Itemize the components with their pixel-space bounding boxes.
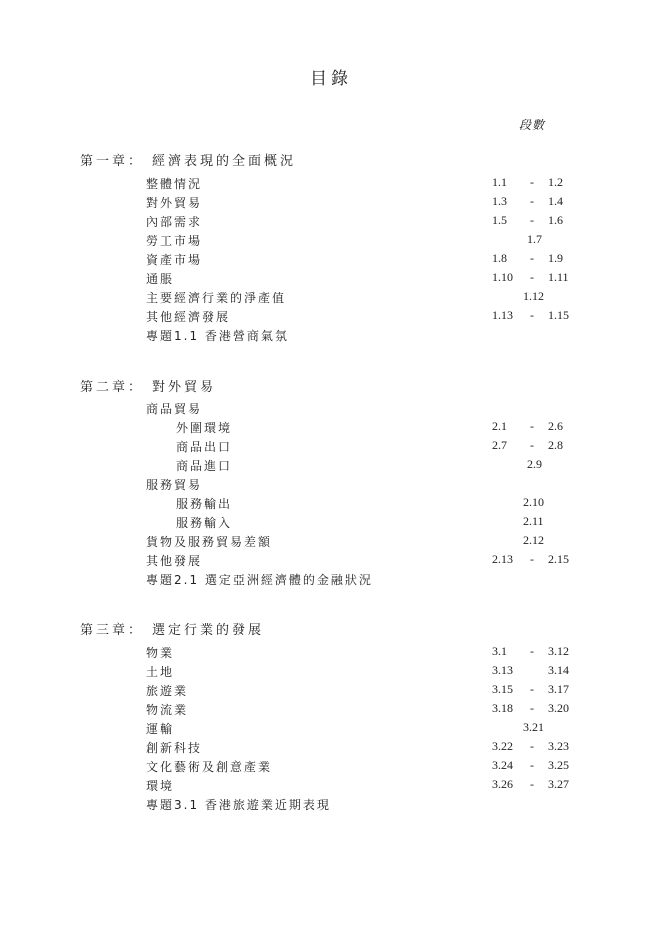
range-dash: - — [530, 419, 534, 433]
toc-entry-label: 服務輸出 — [176, 497, 233, 511]
paragraph-end: 3.23 — [548, 739, 569, 753]
paragraph-start: 2.7 — [492, 438, 507, 452]
toc-entry-label: 環境 — [146, 779, 175, 793]
toc-entry[interactable] — [0, 232, 662, 251]
paragraph-end: 3.17 — [548, 682, 569, 696]
paragraph-end: 2.8 — [548, 438, 563, 452]
range-dash: - — [530, 552, 534, 566]
paragraph-end: 3.20 — [548, 701, 569, 715]
paragraph-end: 1.9 — [548, 251, 563, 265]
paragraph-end: 1.15 — [548, 308, 569, 322]
range-dash: - — [530, 213, 534, 227]
paragraph-single: 2.12 — [523, 533, 544, 547]
paragraph-start: 2.13 — [492, 552, 513, 566]
toc-entry[interactable] — [0, 308, 662, 327]
paragraph-start: 3.24 — [492, 758, 513, 772]
range-dash: - — [530, 739, 534, 753]
toc-entry[interactable] — [0, 796, 662, 815]
paragraph-start: 1.5 — [492, 213, 507, 227]
toc-entry-label: 運輸 — [146, 722, 175, 736]
toc-entry-label: 其他經濟發展 — [146, 310, 231, 324]
toc-entry-label: 物流業 — [146, 703, 189, 717]
toc-entry-label: 貨物及服務貿易差額 — [146, 535, 273, 549]
paragraph-end: 1.2 — [548, 175, 563, 189]
range-dash: - — [530, 251, 534, 265]
chapter-title: 經濟表現的全面概況 — [152, 154, 297, 169]
toc-entry[interactable] — [0, 701, 662, 720]
toc-entry-label: 其他發展 — [146, 554, 203, 568]
toc-entry[interactable] — [0, 777, 662, 796]
toc-entry-label: 商品出口 — [176, 440, 233, 454]
toc-entry-label: 服務貿易 — [146, 478, 203, 492]
paragraph-end: 2.6 — [548, 419, 563, 433]
paragraph-start: 1.13 — [492, 308, 513, 322]
toc-entry-label: 商品貿易 — [146, 402, 203, 416]
toc-entry-label: 專題2.1 選定亞洲經濟體的金融狀況 — [146, 573, 373, 587]
paragraph-start: 3.15 — [492, 682, 513, 696]
chapter-heading — [80, 376, 216, 395]
paragraph-end: 1.4 — [548, 194, 563, 208]
range-dash: - — [530, 682, 534, 696]
toc-entry[interactable] — [0, 270, 662, 289]
paragraph-single: 3.21 — [523, 720, 544, 734]
toc-entry-label: 商品進口 — [176, 459, 233, 473]
paragraph-single: 2.10 — [523, 495, 544, 509]
paragraph-end: 1.11 — [548, 270, 569, 284]
paragraph-end: 3.12 — [548, 644, 569, 658]
paragraph-single: 2.9 — [527, 457, 542, 471]
range-dash: - — [530, 194, 534, 208]
toc-entry[interactable] — [0, 720, 662, 739]
toc-entry[interactable] — [0, 739, 662, 758]
paragraph-end: 3.27 — [548, 777, 569, 791]
paragraph-start: 3.26 — [492, 777, 513, 791]
chapter-title: 對外貿易 — [152, 380, 217, 395]
range-dash: - — [530, 644, 534, 658]
paragraph-start: 3.18 — [492, 701, 513, 715]
toc-entry-label: 勞工市場 — [146, 234, 203, 248]
toc-entry-label: 服務輸入 — [176, 516, 233, 530]
toc-entry[interactable] — [0, 175, 662, 194]
toc-entry[interactable] — [0, 438, 662, 457]
range-dash: - — [530, 175, 534, 189]
toc-entry-label: 資產市場 — [146, 253, 203, 267]
paragraph-end: 2.15 — [548, 552, 569, 566]
range-dash: - — [530, 308, 534, 322]
toc-entry[interactable] — [0, 644, 662, 663]
toc-entry-label: 整體情況 — [146, 177, 203, 191]
toc-entry-label: 專題1.1 香港營商氣氛 — [146, 329, 289, 343]
toc-entry[interactable] — [0, 495, 662, 514]
paragraph-start: 1.8 — [492, 251, 507, 265]
paragraph-start: 2.1 — [492, 419, 507, 433]
chapter-label: 第一章： — [80, 154, 145, 169]
toc-entry[interactable] — [0, 327, 662, 346]
toc-entry-label: 物業 — [146, 646, 175, 660]
toc-entry-label: 創新科技 — [146, 741, 203, 755]
paragraph-end: 3.25 — [548, 758, 569, 772]
range-dash: - — [530, 758, 534, 772]
chapter-heading — [80, 150, 296, 169]
paragraph-column-header: 段數 — [519, 118, 546, 132]
range-dash: - — [530, 270, 534, 284]
toc-entry[interactable] — [0, 457, 662, 476]
chapter-title: 選定行業的發展 — [152, 623, 265, 638]
range-dash: - — [530, 701, 534, 715]
toc-entry-label: 旅遊業 — [146, 684, 189, 698]
toc-entry-label: 專題3.1 香港旅遊業近期表現 — [146, 798, 331, 812]
chapter-label: 第三章： — [80, 623, 145, 638]
paragraph-start: 3.22 — [492, 739, 513, 753]
paragraph-start: 1.3 — [492, 194, 507, 208]
paragraph-start: 3.1 — [492, 644, 507, 658]
toc-entry-label: 通脹 — [146, 272, 175, 286]
toc-entry[interactable] — [0, 194, 662, 213]
toc-entry-label: 外圍環境 — [176, 421, 233, 435]
paragraph-single: 1.12 — [523, 289, 544, 303]
toc-entry[interactable] — [0, 400, 662, 419]
paragraph-end: 3.14 — [548, 663, 569, 677]
paragraph-single: 1.7 — [527, 232, 542, 246]
paragraph-single: 2.11 — [523, 514, 544, 528]
chapter-heading — [80, 619, 264, 638]
toc-entry[interactable] — [0, 682, 662, 701]
toc-entry[interactable] — [0, 514, 662, 533]
chapter-label: 第二章： — [80, 380, 145, 395]
toc-entry[interactable] — [0, 289, 662, 308]
toc-entry[interactable] — [0, 251, 662, 270]
toc-entry-label: 主要經濟行業的淨產值 — [146, 291, 287, 305]
range-dash: - — [530, 438, 534, 452]
toc-entry[interactable] — [0, 213, 662, 232]
toc-entry-label: 對外貿易 — [146, 196, 203, 210]
range-dash: - — [530, 777, 534, 791]
paragraph-end: 1.6 — [548, 213, 563, 227]
toc-entry[interactable] — [0, 533, 662, 552]
toc-entry-label: 文化藝術及創意產業 — [146, 760, 273, 774]
toc-entry-label: 土地 — [146, 665, 175, 679]
toc-entry[interactable] — [0, 758, 662, 777]
paragraph-start: 1.10 — [492, 270, 513, 284]
toc-entry[interactable] — [0, 571, 662, 590]
toc-entry-label: 內部需求 — [146, 215, 203, 229]
toc-entry[interactable] — [0, 476, 662, 495]
toc-entry[interactable] — [0, 419, 662, 438]
page-title: 目錄 — [310, 69, 352, 89]
toc-entry[interactable] — [0, 552, 662, 571]
paragraph-start: 3.13 — [492, 663, 513, 677]
paragraph-start: 1.1 — [492, 175, 507, 189]
toc-entry[interactable] — [0, 663, 662, 682]
